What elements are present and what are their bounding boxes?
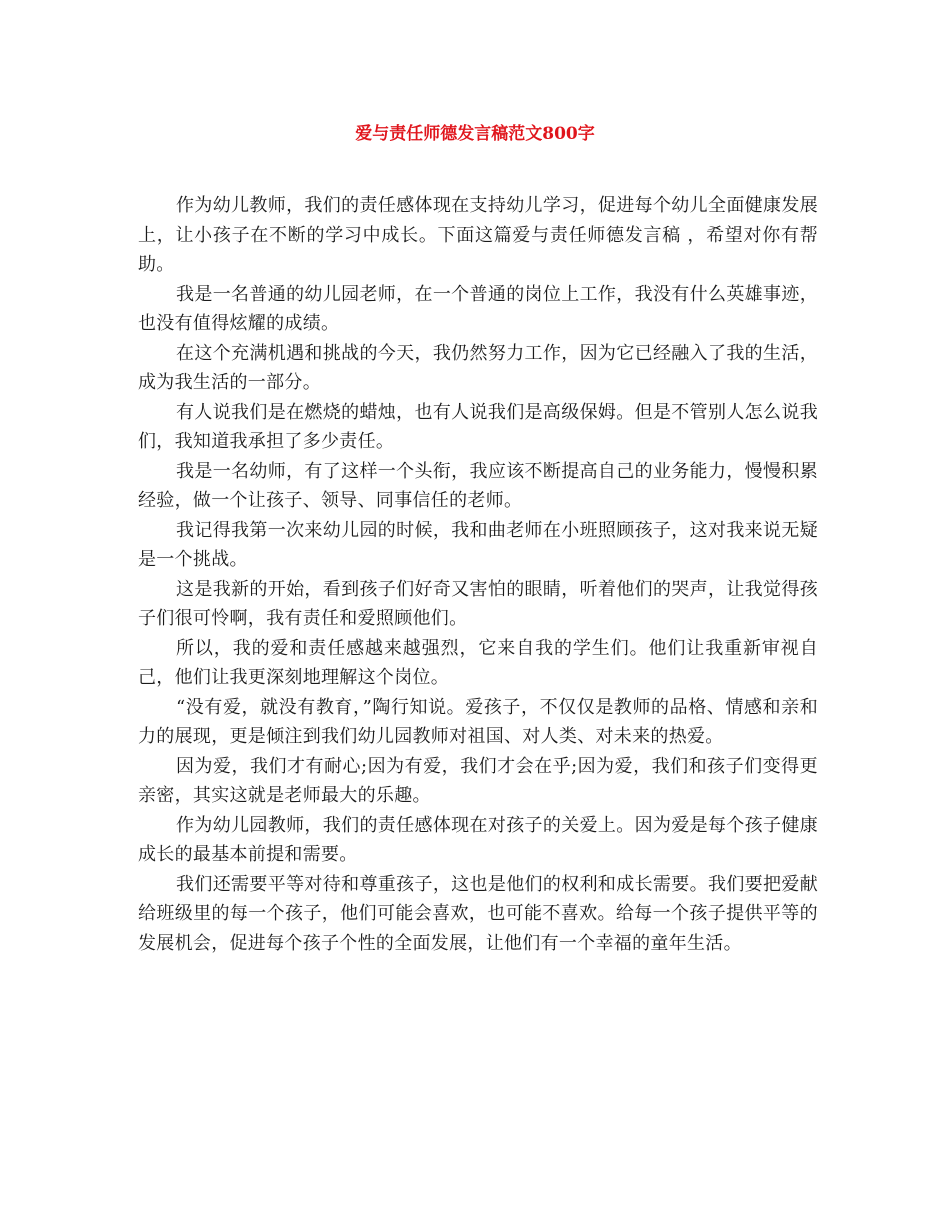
- paragraph: 在这个充满机遇和挑战的今天，我仍然努力工作，因为它已经融入了我的生活，成为我生活的一部分。: [138, 342, 818, 393]
- paragraph: “没有爱，就没有教育，”陶行知说。爱孩子，不仅仅是教师的品格、情感和亲和力的展现，更是倾注到我们幼儿园教师对祖国、对人类、对未来的热爱。: [138, 696, 818, 747]
- document-body: [138, 191, 818, 958]
- paragraph: 我是一名幼师，有了这样一个头衔，我应该不断提高自己的业务能力，慢慢积累经验，做一个让孩子、领导、同事信任的老师。: [138, 460, 818, 511]
- paragraph: 所以，我的爱和责任感越来越强烈，它来自我的学生们。他们让我重新审视自己，他们让我更深刻地理解这个岗位。: [138, 637, 818, 688]
- paragraph: 作为幼儿园教师，我们的责任感体现在对孩子的关爱上。因为爱是每个孩子健康成长的最基本前提和需要。: [138, 814, 818, 865]
- paragraph: 我们还需要平等对待和尊重孩子，这也是他们的权利和成长需要。我们要把爱献给班级里的每一个孩子，他们可能会喜欢，也可能不喜欢。给每一个孩子提供平等的发展机会，促进每个孩子个性的全面发展，让他们有一个幸福的童年生活。: [138, 873, 818, 954]
- paragraph: 我是一名普通的幼儿园老师，在一个普通的岗位上工作，我没有什么英雄事迹，也没有值得炫耀的成绩。: [138, 283, 818, 334]
- paragraph: 这是我新的开始，看到孩子们好奇又害怕的眼睛，听着他们的哭声，让我觉得孩子们很可怜啊，我有责任和爱照顾他们。: [138, 578, 818, 629]
- paragraph: 有人说我们是在燃烧的蜡烛，也有人说我们是高级保姆。但是不管别人怎么说我们，我知道我承担了多少责任。: [138, 401, 818, 452]
- document-title: 爱与责任师德发言稿范文800字: [355, 124, 595, 144]
- paragraph: 我记得我第一次来幼儿园的时候，我和曲老师在小班照顾孩子，这对我来说无疑是一个挑战。: [138, 519, 818, 570]
- paragraph: 因为爱，我们才有耐心;因为有爱，我们才会在乎;因为爱，我们和孩子们变得更亲密，其实这就是老师最大的乐趣。: [138, 755, 818, 806]
- paragraph: 作为幼儿教师，我们的责任感体现在支持幼儿学习，促进每个幼儿全面健康发展上，让小孩子在不断的学习中成长。下面这篇爱与责任师德发言稿 ，希望对你有帮助。: [138, 195, 818, 275]
